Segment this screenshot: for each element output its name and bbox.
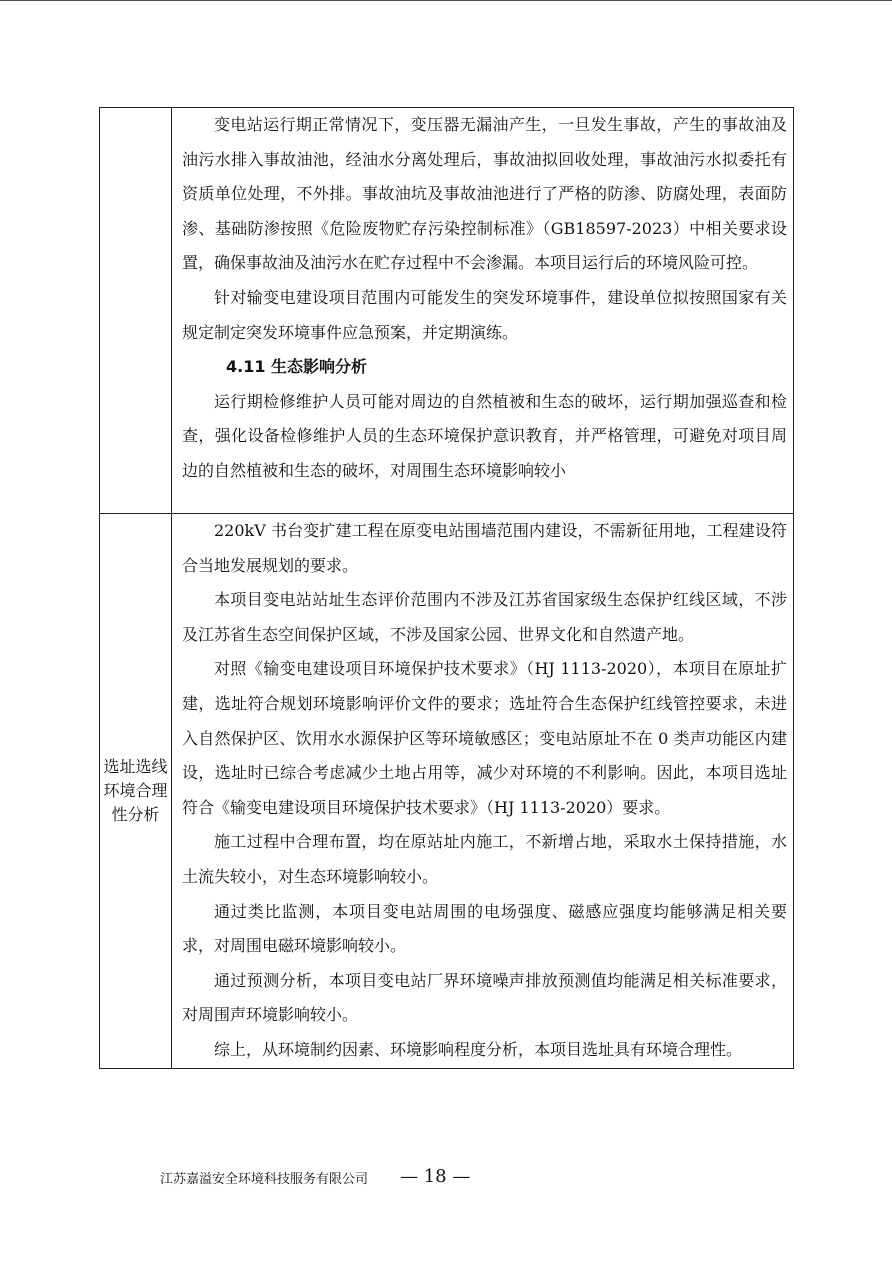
page-number: — 18 —	[400, 1166, 471, 1187]
paragraph-site-6: 通过预测分析，本项目变电站厂界环境噪声排放预测值均能满足相关标准要求，对周围声环境影响较小。	[182, 970, 787, 1025]
paragraph-site-2: 本项目变电站站址生态评价范围内不涉及江苏省国家级生态保护红线区域，不涉及江苏省生态空间保护区域，不涉及国家公园、世界文化和自然遗产地。	[182, 590, 787, 644]
paragraph-accident-oil: 变电站运行期正常情况下，变压器无漏油产生，一旦发生事故，产生的事故油及油污水排入事故油池，经油水分离处理后，事故油拟回收处理，事故油污水拟委托有资质单位处理，不外排。事故油坑及事故油池进行了严格的防渗、防腐处理，表面防渗、基础防渗按照《危险废物贮存污染控制标准》（GB18597-2023）中相关要求设置，确保事故油及油污水在贮存过程中不会渗漏。本项目运行后的环境风险可控。	[182, 115, 787, 273]
top-border-line	[0, 0, 892, 1]
footer-company-name: 江苏嘉溢安全环境科技服务有限公司	[160, 1172, 369, 1187]
report-table	[99, 107, 794, 1069]
paragraph-site-7: 综上，从环境制约因素、环境影响程度分析，本项目选址具有环境合理性。	[214, 1039, 743, 1059]
paragraph-site-5: 通过类比监测，本项目变电站周围的电场强度、磁感应强度均能够满足相关要求，对周围电磁环境影响较小。	[182, 901, 787, 956]
site-content-cell	[172, 514, 794, 1069]
paragraph-site-1: 220kV 书台变扩建工程在原变电站围墙范围内建设，不需新征用地，工程建设符合当地发展规划的要求。	[182, 521, 787, 575]
section-heading-ecology: 4.11 生态影响分析	[226, 357, 368, 377]
table-row	[100, 108, 794, 514]
row-label-site-selection: 选址选线环境合理性分析	[100, 514, 172, 1069]
page-footer	[160, 1166, 720, 1190]
paragraph-emergency-plan: 针对输变电建设项目范围内可能发生的突发环境事件，建设单位拟按照国家有关规定制定突发环境事件应急预案，并定期演练。	[182, 287, 787, 342]
paragraph-site-3: 对照《输变电建设项目环境保护技术要求》（HJ 1113-2020），本项目在原址扩建，选址符合规划环境影响评价文件的要求；选址符合生态保护红线管控要求，未进入自然保护区、饮用水水源保护区等环境敏感区；变电站原址不在 0 类声功能区内建设，选址时已综合考虑减少土地占用等，减少对环境的不利影响。因此，本项目选址符合《输变电建设项目环境保护技术要求》（HJ 1113-2020）要求。	[182, 659, 787, 817]
upper-content-cell	[172, 108, 794, 514]
row-label-empty	[100, 108, 172, 514]
paragraph-site-4: 施工过程中合理布置，均在原站址内施工，不新增占地，采取水土保持措施，水土流失较小，对生态环境影响较小。	[182, 832, 787, 886]
table-row	[100, 514, 794, 1069]
paragraph-ecology: 运行期检修维护人员可能对周边的自然植被和生态的破坏，运行期加强巡查和检查，强化设备检修维护人员的生态环境保护意识教育，并严格管理，可避免对项目周边的自然植被和生态的破坏，对周围生态环境影响较小	[182, 391, 787, 480]
